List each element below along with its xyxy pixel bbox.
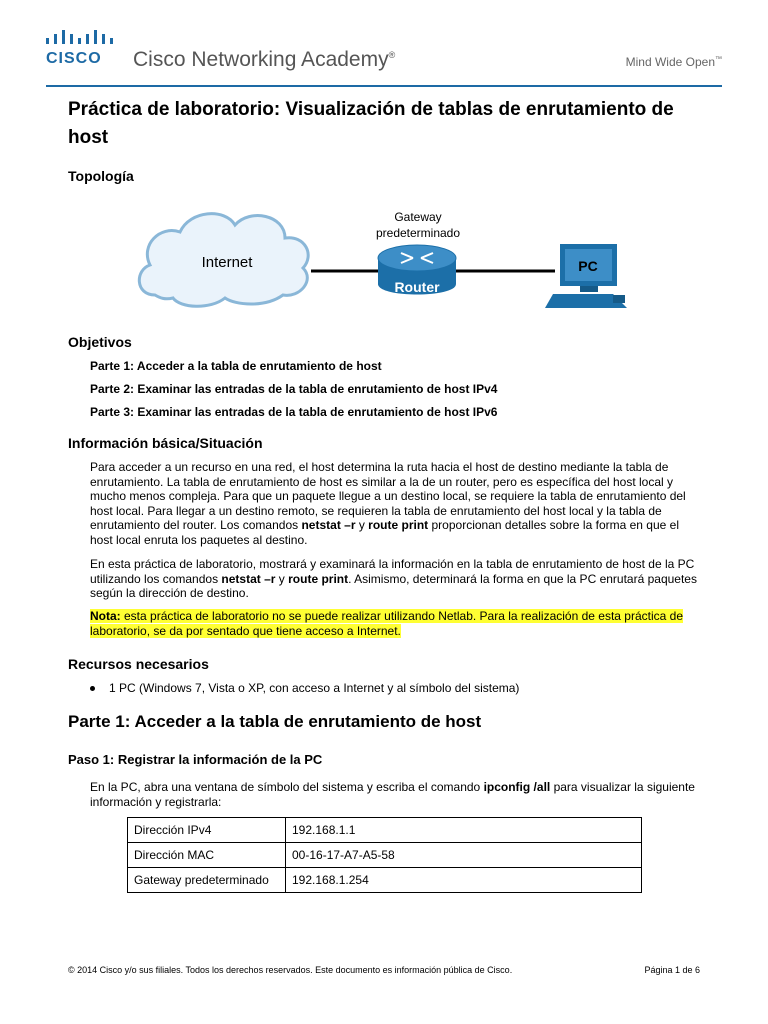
text-run: para visualizar la siguiente información y registrarla: bbox=[90, 780, 695, 809]
text-run: En esta práctica de laboratorio, mostrará y examinará la información en la tabla de enrutamiento de host de la PC utilizando los comandos bbox=[90, 557, 695, 586]
gateway-label-line1: Gateway bbox=[394, 210, 442, 224]
step1-heading: Paso 1: Registrar la información de la PC bbox=[68, 752, 323, 767]
background-paragraph-1 bbox=[90, 460, 700, 548]
step1-paragraph bbox=[90, 780, 700, 809]
resource-item bbox=[90, 681, 519, 695]
note-text: esta práctica de laboratorio no se puede realizar utilizando Netlab. Para la realización de esta práctica de laboratorio, se da por sentado que tiene acceso a Internet. bbox=[90, 609, 684, 638]
text-run: proporcionan detalles sobre la forma en que el host local enruta los paquetes al destino. bbox=[90, 518, 679, 547]
topology-heading: Topología bbox=[68, 168, 134, 184]
table-cell-label: Dirección MAC bbox=[128, 843, 286, 868]
brand-name bbox=[133, 48, 395, 72]
text-run: Para acceder a un recurso en una red, el host determina la ruta hacia el host de destino mediante la tabla de enrutamiento. La tabla de enrutamiento de host es similar a la de un router, pero es específica del host local y mucho menos compleja. Para que un paquete llegue a un destino local, se requiere la tabla de enrutamiento del host local. Para llegar a un destino remoto, se requieren la tabla de enrutamiento del host local y la tabla de enrutamiento del router. Los comandos bbox=[90, 460, 686, 533]
table-cell-value: 00-16-17-A7-A5-58 bbox=[286, 843, 642, 868]
command-ipconfig: ipconfig /all bbox=[483, 780, 551, 794]
text-run: En la PC, abra una ventana de símbolo del sistema y escriba el comando bbox=[90, 780, 484, 794]
objective-item: Parte 3: Examinar las entradas de la tabla de enrutamiento de host IPv6 bbox=[90, 405, 498, 419]
pc-label: PC bbox=[578, 258, 598, 274]
pc-icon bbox=[545, 244, 627, 308]
table-cell-label: Dirección IPv4 bbox=[128, 818, 286, 843]
note-label: Nota: bbox=[90, 609, 121, 623]
text-run: y bbox=[275, 571, 289, 586]
background-heading: Información básica/Situación bbox=[68, 435, 263, 451]
objective-item: Parte 2: Examinar las entradas de la tabla de enrutamiento de host IPv4 bbox=[90, 382, 498, 396]
command-netstat: netstat –r bbox=[221, 571, 276, 586]
table-cell-value: 192.168.1.1 bbox=[286, 818, 642, 843]
router-label: Router bbox=[394, 279, 440, 295]
note-paragraph bbox=[90, 609, 700, 638]
text-run: y bbox=[355, 518, 369, 533]
footer-copyright: © 2014 Cisco y/o sus filiales. Todos los derechos reservados. Este documento es información pública de Cisco. bbox=[68, 965, 513, 975]
pc-info-table bbox=[127, 817, 642, 893]
internet-label: Internet bbox=[201, 254, 253, 271]
brand-name-text: Cisco Networking Academy bbox=[133, 48, 389, 71]
command-netstat: netstat –r bbox=[301, 518, 356, 533]
table-row bbox=[128, 818, 642, 843]
table-row bbox=[128, 868, 642, 893]
header-divider bbox=[46, 85, 722, 87]
tagline bbox=[626, 55, 722, 69]
bullet-icon bbox=[90, 686, 95, 691]
footer-page-number: Página 1 de 6 bbox=[644, 965, 700, 975]
objectives-heading: Objetivos bbox=[68, 334, 132, 350]
command-route-print: route print bbox=[288, 571, 349, 586]
cisco-logo-word: CISCO bbox=[46, 50, 102, 67]
resources-heading: Recursos necesarios bbox=[68, 656, 209, 672]
table-cell-value: 192.168.1.254 bbox=[286, 868, 642, 893]
gateway-label-line2: predeterminado bbox=[375, 226, 461, 240]
tagline-mark: ™ bbox=[715, 56, 722, 63]
tagline-text: Mind Wide Open bbox=[625, 55, 715, 69]
brand-mark: ® bbox=[388, 50, 396, 60]
table-row bbox=[128, 843, 642, 868]
resource-text: 1 PC (Windows 7, Vista o XP, con acceso a Internet y al símbolo del sistema) bbox=[109, 681, 520, 695]
topology-diagram bbox=[135, 200, 635, 315]
table-cell-label: Gateway predeterminado bbox=[128, 868, 286, 893]
cisco-logo-icon bbox=[46, 30, 114, 48]
command-route-print: route print bbox=[368, 518, 429, 533]
page-header bbox=[0, 0, 768, 90]
background-paragraph-2 bbox=[90, 557, 700, 601]
part1-heading: Parte 1: Acceder a la tabla de enrutamiento de host bbox=[68, 712, 482, 731]
objective-item: Parte 1: Acceder a la tabla de enrutamiento de host bbox=[90, 359, 382, 373]
text-run: . Asimismo, determinará la forma en que la PC enrutará paquetes según la dirección de destino. bbox=[90, 571, 697, 601]
page-title: Práctica de laboratorio: Visualización de tablas de enrutamiento de host bbox=[68, 99, 674, 148]
